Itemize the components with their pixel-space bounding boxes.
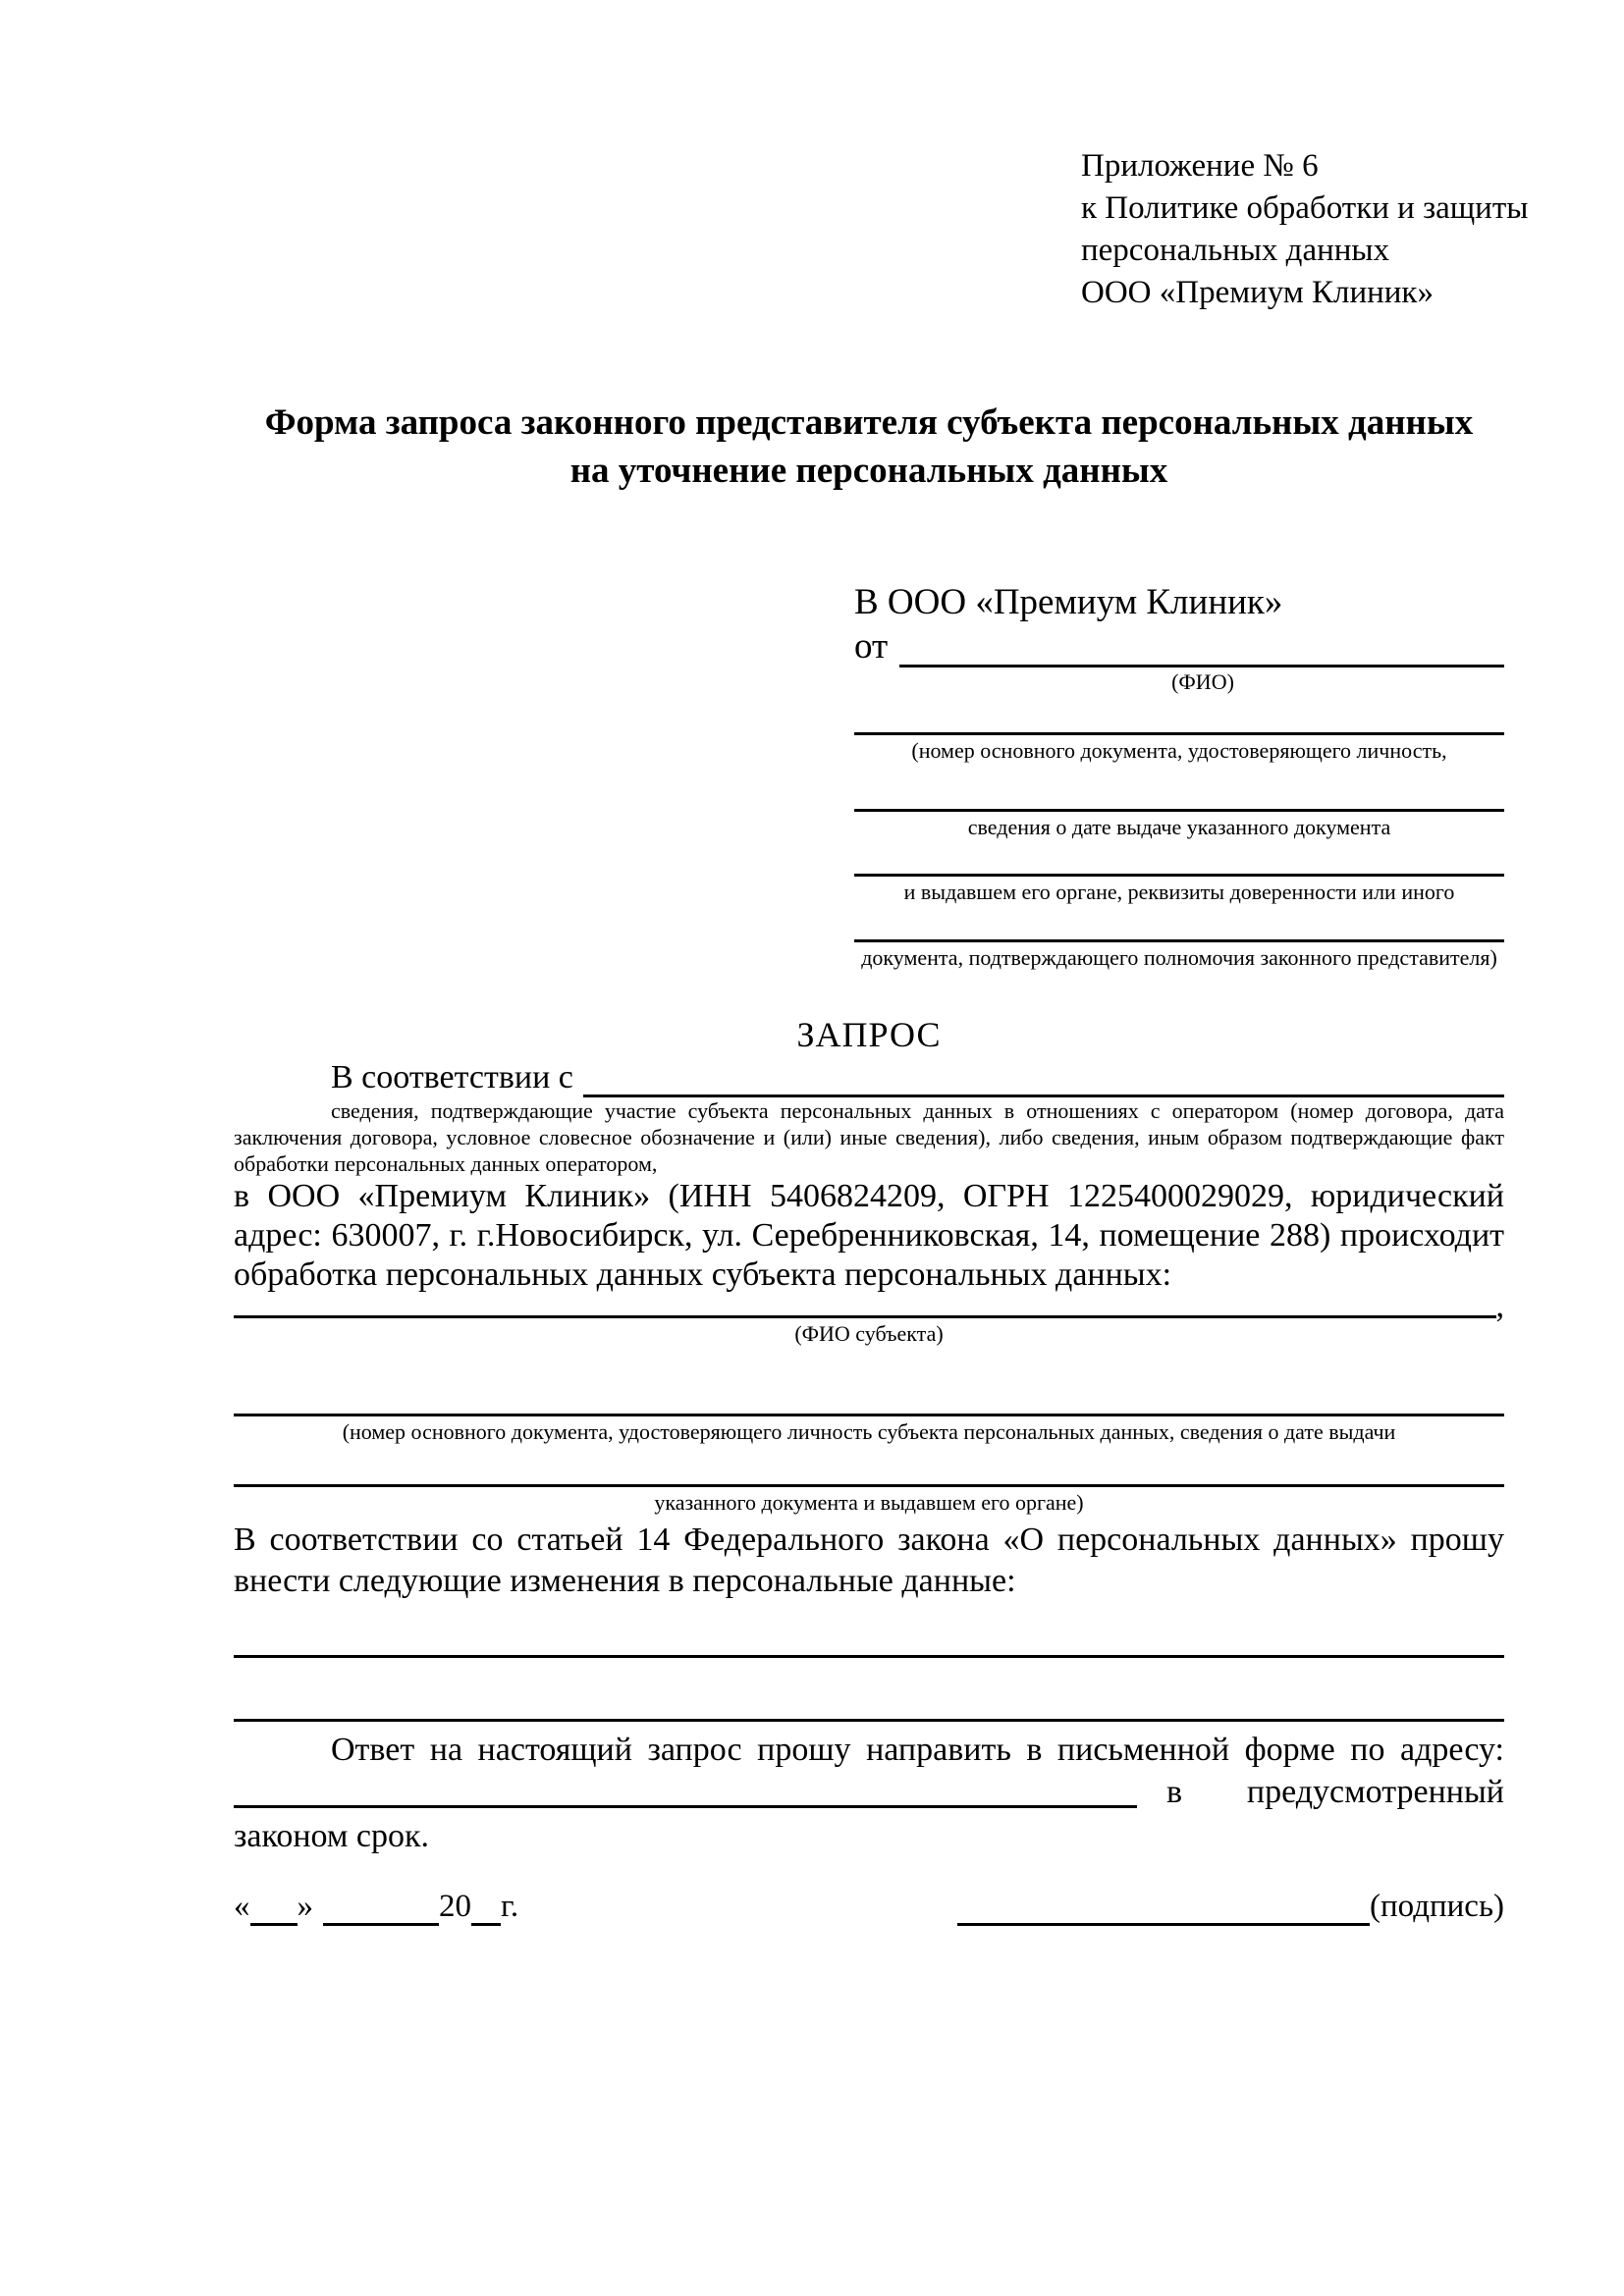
reply-address-field-line[interactable] (234, 1805, 1137, 1808)
subject-name-trailing-comma: , (1495, 1288, 1504, 1324)
representative-doc-caption-3: и выдавшем его органе, реквизиты доверенности или иного (903, 880, 1455, 904)
form-title-line-2: на уточнение персональных данных (569, 451, 1168, 491)
signature-group (957, 1887, 1504, 1926)
date-year-prefix: 20 (439, 1889, 471, 1924)
subject-doc-field-line-1[interactable] (234, 1414, 1504, 1416)
changes-field-line-2[interactable] (234, 1719, 1504, 1722)
basis-note: сведения, подтверждающие участие субъекта персональных данных в отношениях с оператором (номер договора, дата заключения договора, условное словесное обозначение и (или) иные сведения), либо сведения, иным образом подтверждающие факт обработки персональных данных оператором, (234, 1098, 1504, 1176)
representative-doc-caption-1: (номер основного документа, удостоверяющего личность, (911, 738, 1447, 763)
reply-word-predusmotrenny: предусмотренный (1246, 1774, 1504, 1810)
annex-header-line: персональных данных (1081, 233, 1390, 268)
article-paragraph: В соответствии со статьей 14 Федерального закона «О персональных данных» прошу внести следующие изменения в персональные данные: (234, 1522, 1504, 1599)
subject-name-row (234, 1288, 1504, 1324)
representative-doc-field-line-2[interactable] (854, 809, 1504, 812)
form-title-line-1: Форма запроса законного представителя субъекта персональных данных (264, 402, 1474, 443)
annex-header-line: Приложение № 6 (1081, 148, 1319, 184)
form-title (234, 399, 1504, 495)
reply-intro: Ответ на настоящий запрос прошу направить в письменной форме по адресу: (331, 1732, 1504, 1768)
date-month-field-line[interactable] (323, 1919, 439, 1926)
addressee-to: В ООО «Премиум Клиник» (854, 582, 1283, 622)
annex-header (1081, 145, 1529, 314)
subject-fio-caption: (ФИО субъекта) (794, 1321, 944, 1346)
reply-word-v: в (1166, 1774, 1183, 1810)
operator-paragraph: в ООО «Премиум Клиник» (ИНН 5406824209, ОГРН 1225400029029, юридический адрес: 630007, г. г.Новосибирск, ул. Серебренниковская, 14, помещение 288) происходит обработка персональных данных субъекта персональных данных: (234, 1178, 1504, 1293)
reply-closing: законом срок. (234, 1818, 429, 1854)
date-day-field-line[interactable] (250, 1919, 298, 1926)
changes-field-line-1[interactable] (234, 1655, 1504, 1658)
annex-header-line: к Политике обработки и защиты (1081, 190, 1529, 226)
addressee-block (854, 581, 1504, 971)
date-year-field-line[interactable] (471, 1919, 501, 1926)
date-year-suffix: г. (501, 1889, 519, 1924)
subject-name-field-line[interactable] (234, 1315, 1496, 1318)
signature-caption: (подпись) (1370, 1889, 1504, 1924)
annex-header-line: ООО «Премиум Клиник» (1081, 275, 1434, 310)
representative-doc-field-line-1[interactable] (854, 732, 1504, 735)
from-label: от (854, 626, 889, 667)
accordance-label: В соответствии с (331, 1059, 573, 1095)
subject-doc-caption-2: указанного документа и выдавшем его органе) (654, 1490, 1084, 1515)
representative-doc-field-line-4[interactable] (854, 939, 1504, 942)
representative-doc-field-line-3[interactable] (854, 874, 1504, 877)
signature-field-line[interactable] (957, 1919, 1370, 1926)
from-row (854, 624, 1504, 667)
accordance-row (234, 1058, 1504, 1097)
date-quote-close: » (297, 1889, 313, 1924)
representative-name-field-line[interactable] (899, 665, 1504, 667)
subject-doc-caption-1: (номер основного документа, удостоверяющего личность субъекта персональных данных, сведения о дате выдачи (342, 1419, 1396, 1444)
representative-doc-caption-2: сведения о дате выдаче указанного документа (967, 815, 1391, 839)
request-heading: ЗАПРОС (796, 1015, 942, 1054)
subject-doc-field-line-2[interactable] (234, 1484, 1504, 1487)
reply-address-row (234, 1771, 1504, 1814)
fio-caption: (ФИО) (1171, 669, 1234, 694)
date-quote-open: « (234, 1889, 250, 1924)
date-signature-row (234, 1887, 1504, 1926)
representative-doc-caption-4: документа, подтверждающего полномочия законного представителя) (861, 945, 1497, 970)
